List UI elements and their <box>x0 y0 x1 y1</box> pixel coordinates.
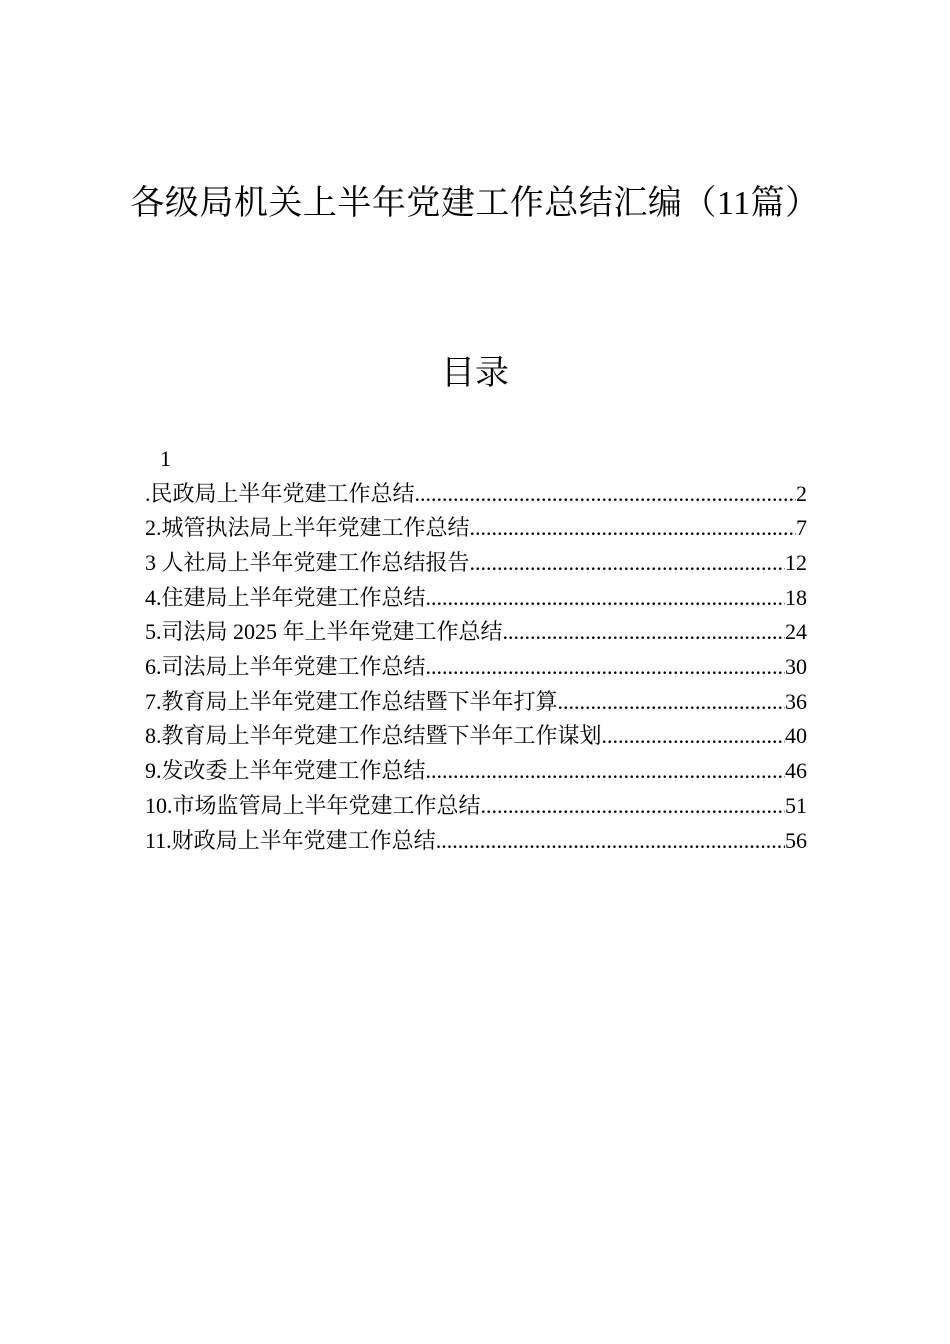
toc-dot-leader <box>503 615 785 650</box>
toc-entry-label: 11.财政局上半年党建工作总结 <box>145 827 436 853</box>
toc-entry-label: 7.教育局上半年党建工作总结暨下半年打算 <box>145 688 558 714</box>
toc-entry-label: 5.司法局 2025 年上半年党建工作总结 <box>145 619 503 645</box>
toc-entry-label: 4.住建局上半年党建工作总结 <box>145 584 426 610</box>
toc-dot-leader <box>470 511 796 546</box>
toc-entry-page: 2 <box>796 480 807 506</box>
toc-dot-leader <box>415 477 796 512</box>
toc-entry[interactable] <box>145 615 807 650</box>
toc-entry-page: 51 <box>785 792 807 818</box>
toc-entry[interactable] <box>145 511 807 546</box>
toc-dot-leader <box>436 824 785 859</box>
toc-entry[interactable] <box>145 650 807 685</box>
toc-entry-label: 8.教育局上半年党建工作总结暨下半年工作谋划 <box>145 723 602 749</box>
toc-dot-leader <box>602 719 785 754</box>
toc-entry-page: 40 <box>785 723 807 749</box>
toc-entry[interactable] <box>145 789 807 824</box>
table-of-contents <box>145 442 807 858</box>
toc-entry-label: 2.城管执法局上半年党建工作总结 <box>145 515 470 541</box>
toc-dot-leader <box>426 581 785 616</box>
toc-entry[interactable] <box>145 546 807 581</box>
toc-dot-leader <box>426 754 785 789</box>
toc-dot-leader <box>470 546 785 581</box>
toc-entry[interactable] <box>145 477 807 512</box>
toc-dot-leader <box>426 650 785 685</box>
toc-entry-page: 18 <box>785 584 807 610</box>
toc-entry-label: 3 人社局上半年党建工作总结报告 <box>145 550 470 576</box>
toc-entry[interactable] <box>145 754 807 789</box>
toc-entry-page: 12 <box>785 550 807 576</box>
toc-entry-label: 9.发改委上半年党建工作总结 <box>145 758 426 784</box>
toc-entry-page: 30 <box>785 654 807 680</box>
toc-entry-page: 7 <box>796 515 807 541</box>
document-title: 各级局机关上半年党建工作总结汇编（11篇） <box>130 185 820 222</box>
toc-heading: 目录 <box>441 355 509 392</box>
toc-entry-page: 46 <box>785 758 807 784</box>
toc-entry-label: .民政局上半年党建工作总结 <box>145 480 415 506</box>
toc-entry-label: 6.司法局上半年党建工作总结 <box>145 654 426 680</box>
toc-first-entry-number: 1 <box>160 446 171 471</box>
toc-entry[interactable] <box>145 720 807 755</box>
toc-entry[interactable] <box>145 685 807 720</box>
toc-dot-leader <box>558 685 785 720</box>
toc-entry-page: 56 <box>785 827 807 853</box>
toc-entry-page: 24 <box>785 619 807 645</box>
toc-entry[interactable] <box>145 581 807 616</box>
toc-dot-leader <box>481 789 785 824</box>
toc-entry-page: 36 <box>785 688 807 714</box>
toc-entry[interactable] <box>145 824 807 859</box>
toc-entry-label: 10.市场监管局上半年党建工作总结 <box>145 792 481 818</box>
